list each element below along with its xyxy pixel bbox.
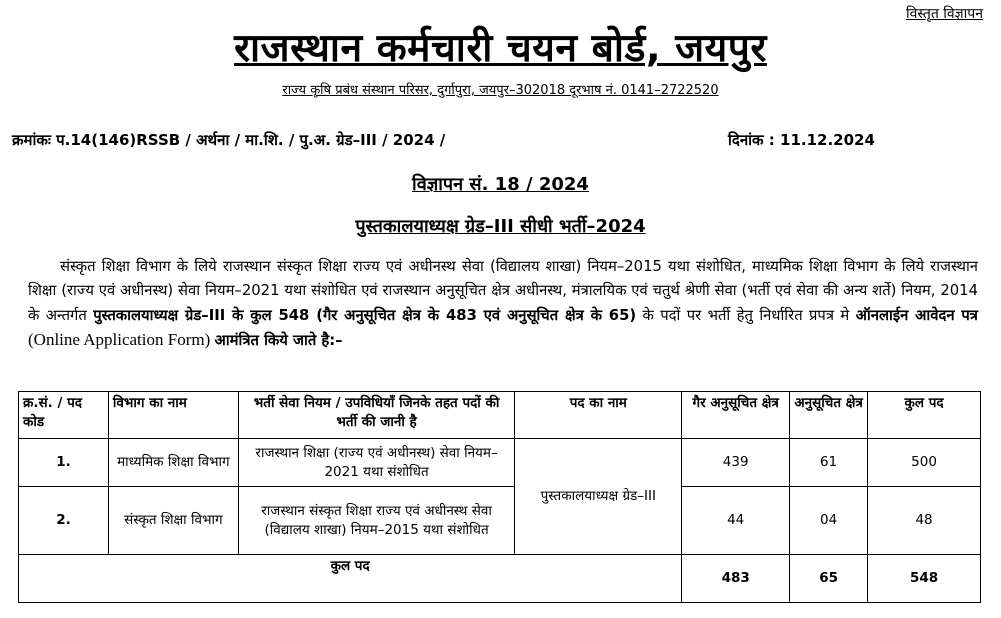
detailed-advertisement-label: विस्तृत विज्ञापन: [906, 6, 983, 22]
row-scheduled: 61: [790, 439, 868, 487]
row-rules: राजस्थान संस्कृत शिक्षा राज्य एवं अधीनस्थ सेवा (विद्यालय शाखा) नियम–2015 यथा संशोधित: [238, 487, 515, 555]
row-scheduled: 04: [790, 487, 868, 555]
total-scheduled: 65: [790, 555, 868, 603]
header-rules: भर्ती सेवा नियम / उपविधियॉं जिनके तहत पदों की भर्ती की जानी है: [238, 392, 515, 439]
table-header-row: [19, 392, 981, 439]
reference-number: क्रमांकः प.14(146)RSSB / अर्थना / मा.शि. / पु.अ. ग्रेड–III / 2024 /: [12, 131, 446, 149]
board-title: राजस्थान कर्मचारी चयन बोर्ड, जयपुर: [234, 26, 767, 71]
advertisement-number: विज्ञापन सं. 18 / 2024: [412, 174, 589, 195]
row-sno: 1.: [19, 439, 109, 487]
table-row: [19, 487, 981, 555]
header-non-scheduled: गैर अनुसूचित क्षेत्र: [682, 392, 790, 439]
total-non-scheduled: 483: [682, 555, 790, 603]
row-sno: 2.: [19, 487, 109, 555]
intro-paragraph: [28, 255, 978, 353]
posts-table: [18, 391, 981, 603]
post-name: पुस्तकालयाध्यक्ष ग्रेड–III: [515, 439, 682, 555]
table-total-row: [19, 555, 981, 603]
row-total: 500: [868, 439, 981, 487]
intro-bold-invited: आमंत्रित किये जाते है:–: [214, 332, 343, 349]
table-row: [19, 439, 981, 487]
row-rules: राजस्थान शिक्षा (राज्य एवं अधीनस्थ) सेवा नियम–2021 यथा संशोधित: [238, 439, 515, 487]
intro-bold-posts: पुस्तकालयाध्यक्ष ग्रेड–III के कुल 548 (गैर अनुसूचित क्षेत्र के 483 एवं अनुसूचित क्षेत्र के 65): [93, 307, 637, 324]
advertisement-subject: पुस्तकालयाध्यक्ष ग्रेड–III सीधी भर्ती–2024: [355, 216, 646, 237]
total-posts: 548: [868, 555, 981, 603]
issue-date: दिनांक : 11.12.2024: [728, 131, 875, 149]
header-scheduled: अनुसूचित क्षेत्र: [790, 392, 868, 439]
intro-english-form: (Online Application Form): [28, 330, 215, 349]
row-department: संस्कृत शिक्षा विभाग: [108, 487, 238, 555]
row-non-scheduled: 44: [682, 487, 790, 555]
row-non-scheduled: 439: [682, 439, 790, 487]
intro-bold-form: ऑनलाईन आवेदन पत्र: [855, 307, 978, 324]
intro-text-1: संस्कृत शिक्षा विभाग के लिये राजस्थान संस्कृत शिक्षा राज्य एवं अधीनस्थ सेवा (विद्यालय शाखा) नियम–2015 यथा संशोधित, माध्यमिक शिक्षा विभाग के लिये राजस्थान शिक्षा (राज्य एवं अधीनस्थ) सेवा नियम–2021 यथा संशोधित एवं राजस्थान अनुसूचित क्षेत्र अधीनस्थ, मंत्रालयिक एवं चतुर्थ श्रेणी सेवा (भर्ती एवं सेवा की अन्य शर्ते) नियम, 2014 के अन्तर्गत: [28, 258, 978, 324]
row-total: 48: [868, 487, 981, 555]
board-address: राज्य कृषि प्रबंध संस्थान परिसर, दुर्गापुरा, जयपुर–302018 दूरभाष नं. 0141–2722520: [282, 83, 719, 98]
header-post: पद का नाम: [515, 392, 682, 439]
header-total: कुल पद: [868, 392, 981, 439]
header-department: विभाग का नाम: [108, 392, 238, 439]
total-label: कुल पद: [19, 555, 682, 603]
intro-text-2: के पदों पर भर्ती हेतु निर्धारित प्रपत्र मे: [636, 307, 856, 324]
row-department: माध्यमिक शिक्षा विभाग: [108, 439, 238, 487]
header-sno: क्र.सं. / पद कोड: [19, 392, 109, 439]
